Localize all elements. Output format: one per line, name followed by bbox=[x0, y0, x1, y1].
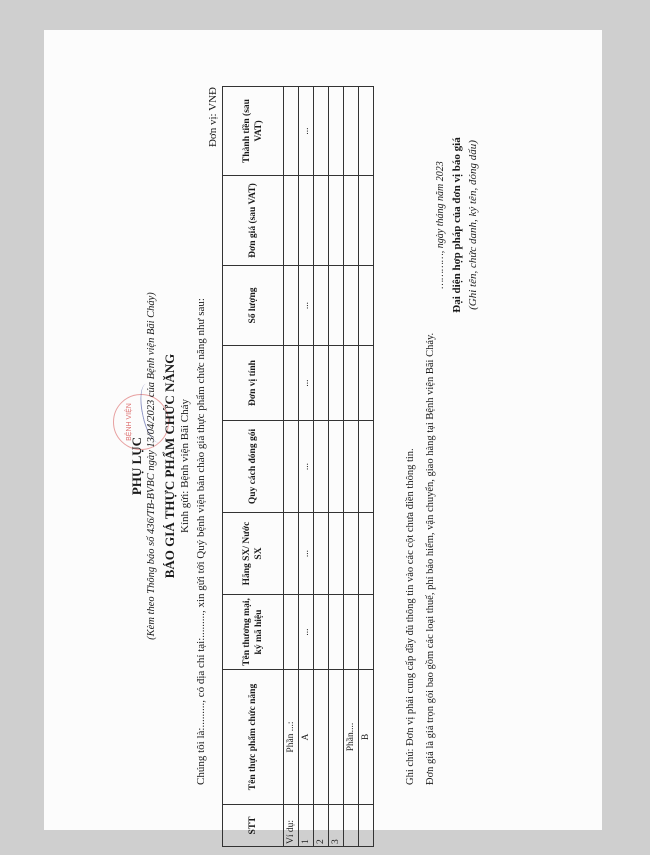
table-cell bbox=[359, 87, 374, 176]
column-header: Thành tiền (sau VAT) bbox=[223, 87, 284, 176]
table-row bbox=[329, 87, 344, 847]
table-cell bbox=[329, 87, 344, 176]
table-cell bbox=[359, 346, 374, 421]
table-cell: ... bbox=[299, 87, 314, 176]
table-cell bbox=[344, 176, 359, 266]
table-cell bbox=[344, 87, 359, 176]
table-cell bbox=[329, 266, 344, 346]
table-cell: Phần ...: bbox=[284, 670, 299, 805]
table-cell: ... bbox=[299, 346, 314, 421]
subtitle: (Kèm theo Thông báo số 436/TB-BVBC ngày 13/04/2023 của Bệnh viện Bãi Cháy) bbox=[146, 292, 157, 640]
table-cell bbox=[314, 421, 329, 513]
table-cell bbox=[359, 266, 374, 346]
signature-instruction: (Ghi tên, chức danh, ký tên, đóng dấu) bbox=[467, 140, 479, 310]
currency-unit: Đơn vị: VNĐ bbox=[207, 87, 219, 148]
table-cell bbox=[329, 670, 344, 805]
table-cell bbox=[359, 595, 374, 670]
table-cell bbox=[329, 421, 344, 513]
table-cell bbox=[344, 421, 359, 513]
table-cell bbox=[329, 346, 344, 421]
table-cell bbox=[314, 346, 329, 421]
table-cell bbox=[344, 805, 359, 847]
table-cell: Ví dụ: bbox=[284, 805, 299, 847]
table-cell bbox=[299, 176, 314, 266]
page-title: PHỤ LỤC bbox=[129, 436, 144, 496]
table-cell: B bbox=[359, 670, 374, 805]
table-cell bbox=[344, 346, 359, 421]
table-cell bbox=[344, 595, 359, 670]
table-cell bbox=[359, 805, 374, 847]
table-cell: 1 bbox=[299, 805, 314, 847]
column-header: STT bbox=[223, 805, 284, 847]
table-cell: 2 bbox=[314, 805, 329, 847]
column-header: Đơn giá (sau VAT) bbox=[223, 176, 284, 266]
note-line: Ghi chú: Đơn vị phải cung cấp đầy đủ thông tin vào các cột chưa điền thông tin. bbox=[405, 448, 416, 785]
table-cell: 3 bbox=[329, 805, 344, 847]
table-cell bbox=[314, 176, 329, 266]
table-row bbox=[299, 87, 314, 847]
table-cell bbox=[314, 87, 329, 176]
table-cell bbox=[314, 266, 329, 346]
greeting: Kính gửi: Bệnh viện Bãi Cháy bbox=[179, 399, 191, 533]
table-cell bbox=[359, 421, 374, 513]
signature-date: …………, ngày tháng năm 2023 bbox=[435, 161, 446, 289]
table-cell bbox=[314, 670, 329, 805]
column-header: Số lượng bbox=[223, 266, 284, 346]
table-cell bbox=[284, 87, 299, 176]
table-cell bbox=[314, 513, 329, 595]
table-cell bbox=[284, 595, 299, 670]
table-cell: ... bbox=[299, 595, 314, 670]
table-cell bbox=[284, 513, 299, 595]
column-header: Tên thực phẩm chức năng bbox=[223, 670, 284, 805]
table-cell bbox=[329, 595, 344, 670]
table-cell: Phần.... bbox=[344, 670, 359, 805]
table-cell bbox=[284, 346, 299, 421]
table-header-row bbox=[223, 87, 284, 847]
table-cell bbox=[314, 595, 329, 670]
stamp-text: BỆNH VIỆN bbox=[126, 403, 133, 441]
form-title: BÁO GIÁ THỰC PHẨM CHỨC NĂNG bbox=[162, 353, 177, 579]
table-cell: ... bbox=[299, 421, 314, 513]
table-cell: A bbox=[299, 670, 314, 805]
column-header: Quy cách đóng gói bbox=[223, 421, 284, 513]
table-cell bbox=[329, 176, 344, 266]
table-row bbox=[344, 87, 359, 847]
table-cell: ... bbox=[299, 513, 314, 595]
rotated-content bbox=[126, 77, 609, 855]
signature-role: Đại diện hợp pháp của đơn vị báo giá bbox=[451, 137, 463, 313]
table-row bbox=[284, 87, 299, 847]
table-cell bbox=[359, 176, 374, 266]
table-cell bbox=[359, 513, 374, 595]
price-table bbox=[222, 86, 374, 847]
table-cell bbox=[284, 421, 299, 513]
table-cell bbox=[284, 266, 299, 346]
document-page bbox=[44, 30, 602, 844]
table-cell bbox=[344, 266, 359, 346]
column-header: Hãng SX/ Nước SX bbox=[223, 513, 284, 595]
table-row bbox=[359, 87, 374, 847]
intro-text: Chúng tôi là:........., có địa chỉ tại:........., xin gửi tới Quý bệnh viện bản chào giá thực phẩm chức năng như sau: bbox=[195, 298, 207, 785]
table-cell: ... bbox=[299, 266, 314, 346]
table-cell bbox=[329, 513, 344, 595]
note-line: Đơn giá là giá trọn gói bao gồm các loại thuế, phí bảo hiểm, vận chuyển, giao hàng tại Bệnh viện Bãi Cháy. bbox=[425, 332, 436, 785]
table-row bbox=[314, 87, 329, 847]
table-cell bbox=[344, 513, 359, 595]
table-cell bbox=[284, 176, 299, 266]
column-header: Tên thương mại, ký mã hiệu bbox=[223, 595, 284, 670]
column-header: Đơn vị tính bbox=[223, 346, 284, 421]
